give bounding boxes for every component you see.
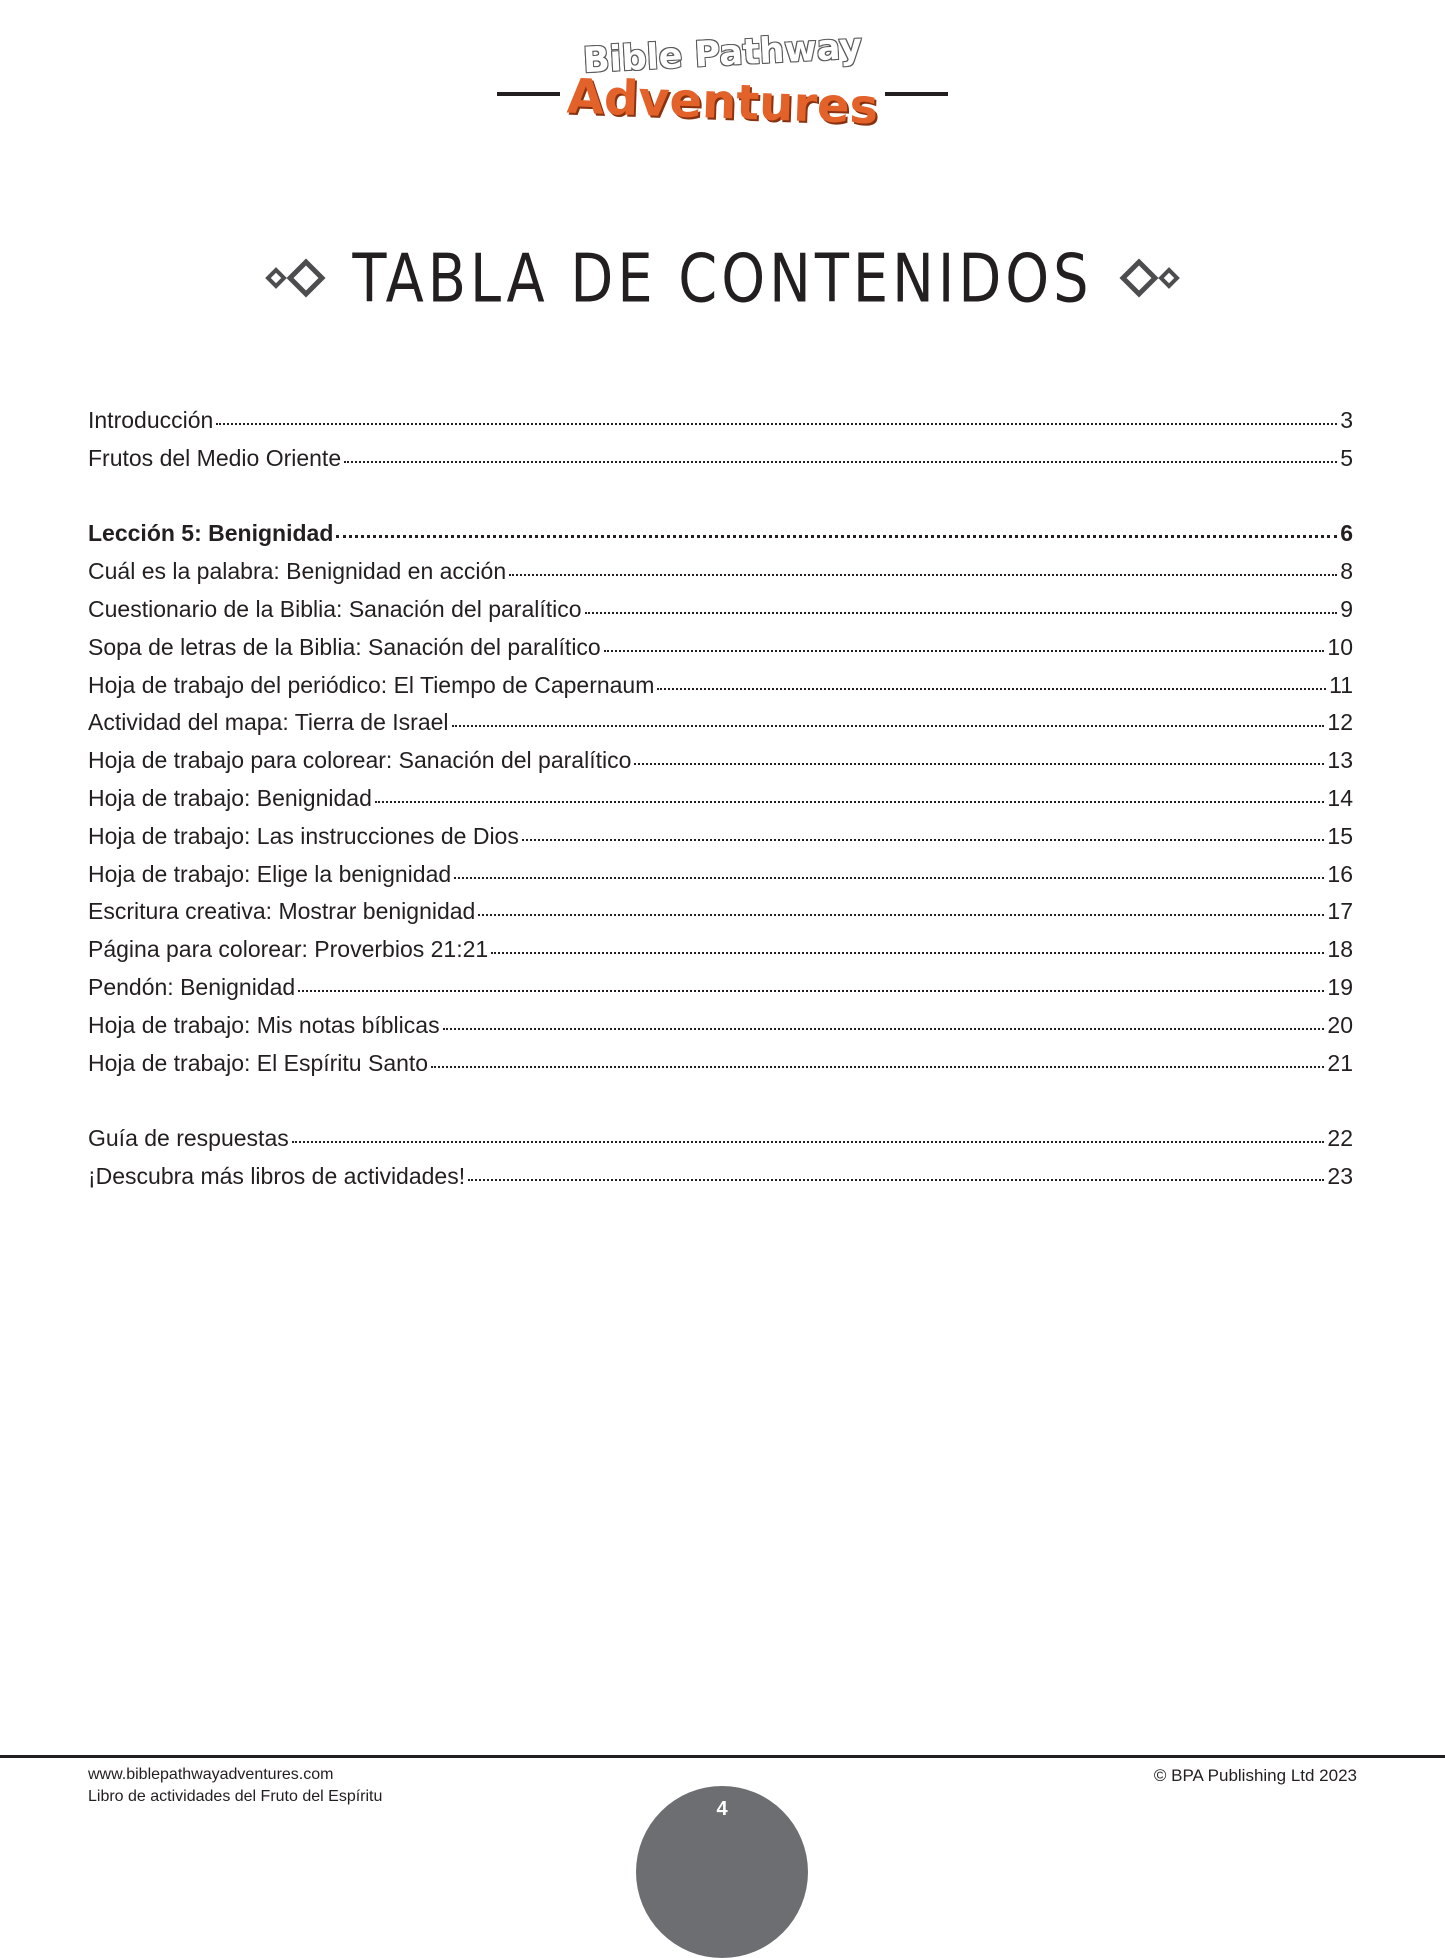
toc-dot-leader xyxy=(443,1018,1325,1030)
toc-dot-leader xyxy=(604,640,1325,652)
toc-dot-leader xyxy=(509,564,1337,576)
toc-dot-leader xyxy=(522,829,1325,841)
toc-entry-label: Escritura creativa: Mostrar benignidad xyxy=(88,898,476,925)
toc-entry-page: 12 xyxy=(1327,709,1353,736)
toc-entry-label: Frutos del Medio Oriente xyxy=(88,444,342,471)
toc-entry-page: 23 xyxy=(1327,1162,1353,1189)
toc-entry-label: Hoja de trabajo del periódico: El Tiempo de Capernaum xyxy=(88,671,655,698)
toc-entry[interactable] xyxy=(88,1158,1353,1196)
toc-dot-leader xyxy=(431,1056,1324,1068)
footer-copyright: © BPA Publishing Ltd 2023 xyxy=(1153,1766,1357,1785)
toc-entry-page: 14 xyxy=(1327,784,1353,811)
toc-entry[interactable] xyxy=(88,402,1353,440)
toc-entry[interactable] xyxy=(88,704,1353,742)
toc-entry[interactable] xyxy=(88,591,1353,629)
toc-entry[interactable] xyxy=(88,931,1353,969)
toc-entry-label: Guía de respuestas xyxy=(88,1125,289,1152)
toc-entry[interactable] xyxy=(88,893,1353,931)
diamond-ornament-right-icon xyxy=(1115,258,1181,298)
toc-entry-label: Hoja de trabajo: Mis notas bíblicas xyxy=(88,1011,440,1038)
toc-entry-page: 16 xyxy=(1327,860,1353,887)
toc-entry[interactable] xyxy=(88,1045,1353,1083)
toc-entry-label: Hoja de trabajo: Benignidad xyxy=(88,784,372,811)
page-number: 4 xyxy=(716,1798,728,1820)
toc-entry[interactable] xyxy=(88,969,1353,1007)
footer-rule xyxy=(0,1755,1445,1758)
toc-dot-leader xyxy=(454,867,1324,879)
page-title: TABLA DE CONTENIDOS xyxy=(352,238,1093,318)
toc-entry[interactable] xyxy=(88,742,1353,780)
toc-entry-label: Cuestionario de la Biblia: Sanación del paralítico xyxy=(88,595,582,622)
toc-entry-label: Introducción xyxy=(88,407,214,433)
toc-entry-page: 22 xyxy=(1327,1125,1353,1152)
toc-entry-page: 10 xyxy=(1327,633,1353,660)
toc-spacer xyxy=(88,1082,1353,1120)
toc-entry-page: 19 xyxy=(1327,973,1353,1000)
toc-entry-page: 6 xyxy=(1340,520,1353,547)
toc-entry-page: 11 xyxy=(1329,671,1353,698)
toc-entry-page: 20 xyxy=(1327,1011,1353,1038)
toc-entry[interactable] xyxy=(88,1120,1353,1158)
footer-website[interactable]: www.biblepathwayadventures.com xyxy=(88,1766,334,1783)
toc-entry-page: 13 xyxy=(1327,747,1353,774)
toc-entry-label: Sopa de letras de la Biblia: Sanación del paralítico xyxy=(88,633,601,660)
toc-entry-page: 5 xyxy=(1340,444,1353,471)
toc-dot-leader xyxy=(657,678,1326,690)
toc-entry-label: Actividad del mapa: Tierra de Israel xyxy=(88,709,449,736)
toc-dot-leader xyxy=(292,1131,1325,1143)
toc-entry-page: 9 xyxy=(1340,595,1353,622)
toc-entry-label: Cuál es la palabra: Benignidad en acción xyxy=(88,558,507,585)
toc-entry-page: 21 xyxy=(1327,1049,1353,1076)
footer-left xyxy=(88,1764,382,1808)
toc-entry-label: Pendón: Benignidad xyxy=(88,973,296,1000)
toc-entry-page: 18 xyxy=(1327,936,1353,963)
toc-dot-leader xyxy=(452,715,1325,727)
toc-entry-page: 8 xyxy=(1340,558,1353,585)
toc-dot-leader xyxy=(298,980,1324,992)
toc-entry-label: Hoja de trabajo para colorear: Sanación del paralítico xyxy=(88,747,632,774)
toc-entry[interactable] xyxy=(88,780,1353,818)
toc-dot-leader xyxy=(468,1169,1324,1181)
toc-entry[interactable] xyxy=(88,856,1353,894)
toc-entry[interactable] xyxy=(88,553,1353,591)
toc-entry-page: 17 xyxy=(1327,898,1353,925)
toc-dot-leader xyxy=(216,413,1337,425)
toc-spacer xyxy=(88,478,1353,516)
toc-entry[interactable] xyxy=(88,440,1353,478)
table-of-contents xyxy=(88,402,1353,1196)
toc-entry[interactable] xyxy=(88,1007,1353,1045)
toc-entry-label: Hoja de trabajo: Las instrucciones de Dios xyxy=(88,822,519,849)
logo-line-1: Bible Pathway xyxy=(581,26,864,82)
toc-entry-page: 15 xyxy=(1327,822,1353,849)
toc-section-heading[interactable] xyxy=(88,515,1353,553)
toc-dot-leader xyxy=(344,451,1337,463)
diamond-ornament-left-icon xyxy=(264,258,330,298)
toc-dot-leader xyxy=(375,791,1325,803)
toc-entry-label: Hoja de trabajo: El Espíritu Santo xyxy=(88,1049,429,1076)
toc-entry-label: Página para colorear: Proverbios 21:21 xyxy=(88,936,489,963)
toc-dot-leader xyxy=(478,904,1324,916)
toc-dot-leader xyxy=(491,942,1324,954)
toc-entry[interactable] xyxy=(88,818,1353,856)
footer-book-title: Libro de actividades del Fruto del Espíritu xyxy=(88,1788,383,1805)
toc-entry-label: Lección 5: Benignidad xyxy=(88,520,334,547)
toc-entry[interactable] xyxy=(88,629,1353,667)
brand-logo xyxy=(490,26,955,140)
toc-entry-page: 3 xyxy=(1340,407,1353,433)
title-row xyxy=(0,238,1445,318)
logo-line-2: Adventures xyxy=(565,68,880,136)
toc-entry-label: ¡Descubra más libros de actividades! xyxy=(88,1162,466,1189)
toc-dot-leader xyxy=(634,753,1324,765)
toc-dot-leader xyxy=(336,525,1337,538)
toc-entry[interactable] xyxy=(88,667,1353,705)
toc-dot-leader xyxy=(585,602,1338,614)
toc-entry-label: Hoja de trabajo: Elige la benignidad xyxy=(88,860,452,887)
